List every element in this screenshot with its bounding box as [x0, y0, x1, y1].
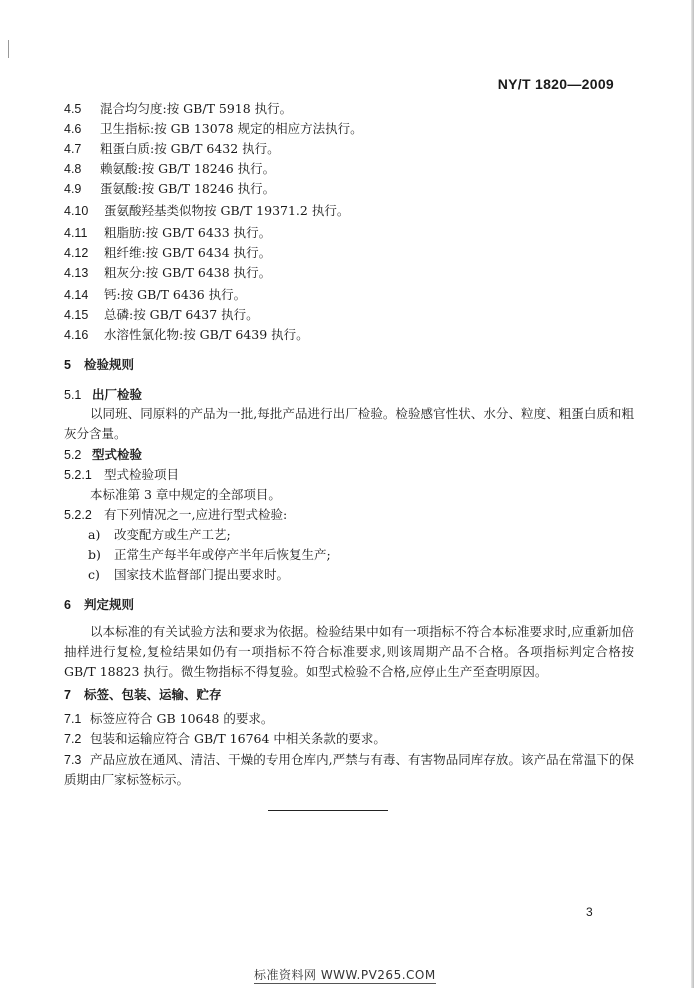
list-text: 国家技术监督部门提出要求时。: [114, 567, 290, 582]
clause-text: 蛋氨酸:按 GB/T 18246 执行。: [100, 181, 276, 196]
clause-text: 粗脂肪:按 GB/T 6433 执行。: [104, 225, 272, 240]
clause-number: 5.2.2: [64, 508, 92, 522]
section-6-heading: [64, 596, 134, 614]
clause-number: 4.8: [64, 162, 82, 176]
clause-text: 卫生指标:按 GB 13078 规定的相应方法执行。: [100, 121, 363, 136]
clause-title: 出厂检验: [92, 388, 143, 402]
clause-4-6: [64, 120, 363, 138]
clause-5-2-1-heading: [64, 466, 179, 484]
clause-number: 4.9: [64, 182, 82, 196]
list-label: b): [88, 547, 101, 562]
clause-number: 4.5: [64, 102, 82, 116]
clause-number: 7.1: [64, 712, 82, 726]
list-text: 改变配方或生产工艺;: [114, 527, 231, 542]
scan-edge-shadow: [691, 0, 694, 988]
list-label: a): [88, 527, 101, 542]
clause-4-13: [64, 264, 271, 282]
clause-number: 5.2: [64, 448, 82, 462]
clause-7-2: [64, 730, 386, 748]
clause-text: 产品应放在通风、清洁、干燥的专用仓库内,严禁与有毒、有害物品同库存放。该产品在常温下的保质期由厂家标签标示。: [64, 752, 634, 787]
list-label: c): [88, 567, 100, 582]
clause-4-9: [64, 180, 275, 198]
list-item-c: [88, 566, 289, 584]
page-number: 3: [586, 905, 593, 919]
clause-4-8: [64, 160, 275, 178]
clause-number: 4.12: [64, 246, 89, 260]
clause-text: 粗灰分:按 GB/T 6438 执行。: [104, 265, 272, 280]
section-5-heading: [64, 356, 134, 374]
clause-7-3: [64, 750, 634, 790]
standard-code: NY/T 1820—2009: [497, 76, 614, 92]
section-6-text: 以本标准的有关试验方法和要求为依据。检验结果中如有一项指标不符合本标准要求时,应重新加倍抽样进行复检,复检结果如仍有一项指标不符合标准要求,则该周期产品不合格。各项指标判定合格按 GB/T 18823 执行。微生物指标不得复验。如型式检验不合格,应停止生产至查明原因。: [64, 624, 634, 679]
clause-text: 蛋氨酸羟基类似物按 GB/T 19371.2 执行。: [104, 203, 350, 218]
clause-5-1-text: 以同班、同原料的产品为一批,每批产品进行出厂检验。检验感官性状、水分、粒度、粗蛋白质和粗灰分含量。: [64, 406, 634, 441]
clause-number: 4.10: [64, 204, 89, 218]
clause-5-2-1-text: 本标准第 3 章中规定的全部项目。: [90, 487, 281, 502]
clause-4-14: [64, 286, 246, 304]
clause-text: 粗纤维:按 GB/T 6434 执行。: [104, 245, 272, 260]
clause-text: 总磷:按 GB/T 6437 执行。: [104, 307, 259, 322]
clause-number: 4.6: [64, 122, 82, 136]
clause-text: 水溶性氯化物:按 GB/T 6439 执行。: [104, 327, 309, 342]
clause-number: 5.2.1: [64, 468, 92, 482]
clause-4-7: [64, 140, 280, 158]
watermark-text: 标准资料网 WWW.PV265.COM: [254, 968, 436, 982]
clause-title: 型式检验: [92, 448, 143, 462]
clause-number: 7.3: [64, 753, 82, 767]
clause-number: 4.13: [64, 266, 89, 280]
clause-text: 标签应符合 GB 10648 的要求。: [90, 711, 274, 726]
section-number: 7: [64, 688, 71, 702]
section-title: 标签、包装、运输、贮存: [84, 688, 222, 702]
clause-5-2-2: [64, 506, 287, 524]
clause-number: 4.15: [64, 308, 89, 322]
section-title: 检验规则: [84, 358, 135, 372]
clause-4-15: [64, 306, 259, 324]
clause-number: 4.11: [64, 226, 88, 240]
clause-text: 有下列情况之一,应进行型式检验:: [104, 507, 288, 522]
section-number: 5: [64, 358, 71, 372]
clause-4-10: [64, 202, 349, 220]
clause-text: 粗蛋白质:按 GB/T 6432 执行。: [100, 141, 280, 156]
clause-7-1: [64, 710, 273, 728]
clause-4-16: [64, 326, 309, 344]
clause-5-1-heading: [64, 386, 142, 404]
clause-4-5: [64, 100, 292, 118]
clause-text: 包装和运输应符合 GB/T 16764 中相关条款的要求。: [90, 731, 386, 746]
list-item-a: [88, 526, 231, 544]
clause-number: 7.2: [64, 732, 82, 746]
clause-4-11: [64, 224, 271, 242]
scan-edge-mark: [8, 40, 9, 58]
clause-text: 赖氨酸:按 GB/T 18246 执行。: [100, 161, 276, 176]
clause-title: 型式检验项目: [104, 467, 180, 482]
clause-text: 钙:按 GB/T 6436 执行。: [104, 287, 247, 302]
section-number: 6: [64, 598, 71, 612]
clause-text: 混合均匀度:按 GB/T 5918 执行。: [100, 101, 293, 116]
clause-number: 4.14: [64, 288, 89, 302]
section-7-heading: [64, 686, 222, 704]
list-text: 正常生产每半年或停产半年后恢复生产;: [114, 547, 331, 562]
clause-number: 4.7: [64, 142, 82, 156]
list-item-b: [88, 546, 331, 564]
clause-4-12: [64, 244, 271, 262]
section-title: 判定规则: [84, 598, 135, 612]
clause-5-2-heading: [64, 446, 142, 464]
end-rule: [268, 810, 388, 811]
clause-number: 4.16: [64, 328, 89, 342]
clause-number: 5.1: [64, 388, 82, 402]
